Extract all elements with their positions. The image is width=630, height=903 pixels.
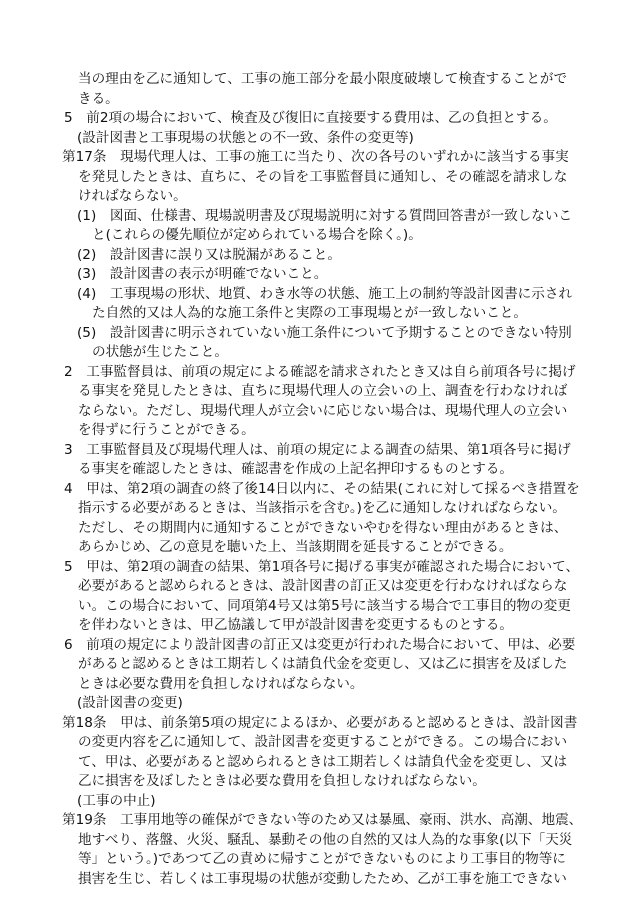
text-line: (5) 設計図書に明示されていない施工条件について予期することのできない特別: [77, 324, 572, 341]
text-line: 第18条 甲は、前条第5項の規定によるほか、必要があると認めるときは、設計図書: [62, 714, 578, 731]
text-line: があると認めるときは工期若しくは請負代金を変更し、又は乙に損害を及ぼした: [78, 656, 568, 672]
text-line: 4 甲は、第2項の調査の終了後14日以内に、その結果(これに対して採るべき措置を: [64, 480, 580, 497]
text-line: と(これらの優先順位が定められている場合を除く。)。: [92, 227, 422, 243]
text-line: る事実を確認したときは、確認書を作成の上記名押印するものとする。: [78, 461, 513, 477]
text-line: 2 工事監督員は、前項の規定による確認を請求されたとき又は自ら前項各号に掲げ: [64, 363, 576, 380]
text-line: い。この場合において、同項第4号又は第5号に該当する場合で工事目的物の変更: [78, 597, 571, 614]
text-line: の状態が生じたこと。: [92, 344, 228, 360]
text-line: 5 甲は、第2項の調査の結果、第1項各号に掲げる事実が確認された場合において、: [64, 558, 580, 575]
text-line: (3) 設計図書の表示が明確でないこと。: [77, 266, 328, 282]
text-line: を得ずに行うことができる。: [78, 422, 255, 438]
text-line: 損害を生じ、若しくは工事現場の状態が変動したため、乙が工事を施工できない: [78, 870, 567, 887]
text-line: 5 前2項の場合において、検査及び復旧に直接要する費用は、乙の負担とする。: [64, 110, 557, 126]
text-line: 3 工事監督員及び現場代理人は、前項の規定による調査の結果、第1項各号に掲げ: [64, 441, 571, 458]
text-line: 乙に損害を及ぼしたときは必要な費用を負担しなければならない。: [78, 773, 486, 789]
text-line: 当の理由を乙に通知して、工事の施工部分を最小限度破壊して検査することがで: [78, 71, 568, 87]
text-line: 地すべり、落盤、火災、騒乱、暴動その他の自然的又は人為的な事象(以下「天災: [78, 831, 573, 848]
text-line: 必要があると認められるときは、設計図書の訂正又は変更を行わなければならな: [78, 578, 568, 594]
text-line: ならない。ただし、現場代理人が立会いに応じない場合は、現場代理人の立会い: [78, 402, 568, 419]
text-line: 指示する必要があるときは、当該指示を含む。)を乙に通知しなければならない。: [78, 500, 566, 516]
text-line: ただし、その期間内に通知することができないやむを得ない理由があるときは、: [78, 519, 568, 536]
article-heading: (設計図書と工事現場の状態との不一致、条件の変更等): [77, 129, 414, 146]
text-line: を発見したときは、直ちに、その旨を工事監督員に通知し、その確認を請求しな: [78, 168, 568, 185]
text-line: 第17条 現場代理人は、工事の施工に当たり、次の各号のいずれかに該当する事実: [62, 149, 569, 165]
text-line: 等」という。)であつて乙の責めに帰すことができないものにより工事目的物等に: [78, 851, 566, 867]
text-line: (2) 設計図書に誤り又は脱漏があること。: [77, 246, 341, 263]
text-line: を伴わないときは、甲乙協議して甲が設計図書を変更するものとする。: [78, 617, 513, 633]
text-line: あらかじめ、乙の意見を聴いた上、当該期間を延長することができる。: [78, 539, 513, 555]
text-line: (1) 図面、仕様書、現場説明書及び現場説明に対する質問回答書が一致しないこ: [77, 207, 573, 224]
article-heading: (工事の中止): [77, 792, 156, 809]
text-line: て、甲は、必要があると認められるときは工期若しくは請負代金を変更し、又は: [78, 753, 568, 770]
text-line: 第19条 工事用地等の確保ができない等のため又は暴風、豪雨、洪水、高潮、地震、: [62, 812, 583, 828]
text-line: ときは必要な費用を負担しなければならない。: [78, 675, 364, 692]
text-line: の変更内容を乙に通知して、設計図書を変更することができる。この場合におい: [78, 734, 568, 750]
text-line: (4) 工事現場の形状、地質、わき水等の状態、施工上の制約等設計図書に示され: [77, 285, 573, 302]
text-line: た自然的又は人為的な施工条件と実際の工事現場とが一致しないこと。: [92, 305, 527, 321]
text-line: ければならない。: [78, 188, 187, 204]
article-heading: (設計図書の変更): [77, 695, 183, 711]
text-line: 6 前項の規定により設計図書の訂正又は変更が行われた場合において、甲は、必要: [64, 636, 576, 653]
text-line: る事実を発見したときは、直ちに現場代理人の立会いの上、調査を行わなければ: [78, 383, 568, 399]
text-line: きる。: [78, 90, 119, 107]
